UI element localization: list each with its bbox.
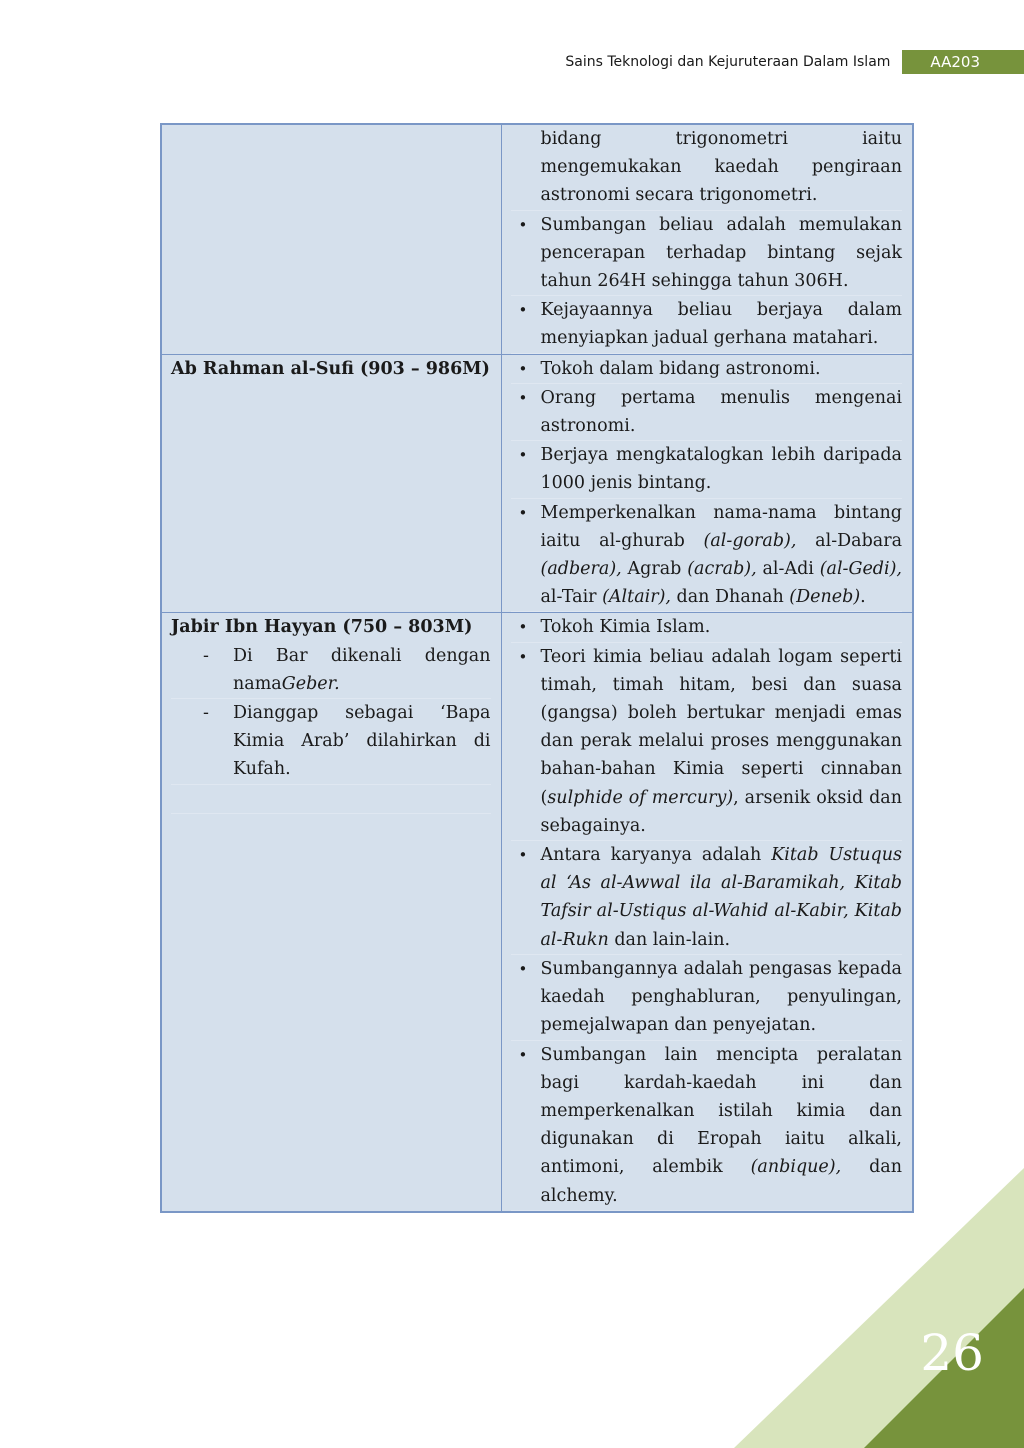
table-row xyxy=(161,354,913,613)
contribution-cell xyxy=(501,354,913,613)
sub-notes-list xyxy=(171,642,491,785)
list-item: • Memperkenalkan nama-nama bintang iaitu al-ghurab (al-gorab), al-Dabara (adbera), Agrab (acrab), al-Adi (al-Gedi), al-Tair (Altair), dan Dhanah (Deneb). xyxy=(511,499,903,613)
header-title: Sains Teknologi dan Kejuruteraan Dalam Islam xyxy=(565,54,891,70)
list-item: - Dianggap sebagai ‘Bapa Kimia Arab’ dilahirkan di Kufah. xyxy=(171,699,491,785)
scientists-table xyxy=(160,123,914,1213)
table-row xyxy=(161,124,913,354)
contribution-cell xyxy=(501,124,913,354)
list-item: - Di Bar dikenali dengan namaGeber. xyxy=(171,642,491,699)
contribution-list xyxy=(511,125,903,354)
list-item: bidang trigonometri iaitu mengemukakan kaedah pengiraan astronomi secara trigonometri. xyxy=(511,125,903,211)
list-item: • Kejayaannya beliau berjaya dalam menyiapkan jadual gerhana matahari. xyxy=(511,296,903,353)
scientist-name: Ab Rahman al-Sufi (903 – 986M) xyxy=(171,358,490,379)
list-item: • Antara karyanya adalah Kitab Ustuqus al ‘As al-Awwal ila al-Baramikah, Kitab Tafsir al-Ustiqus al-Wahid al-Kabir, Kitab al-Rukn dan lain-lain. xyxy=(511,841,903,955)
name-cell xyxy=(161,354,501,613)
name-cell xyxy=(161,124,501,354)
contribution-list xyxy=(511,613,903,1210)
corner-decoration xyxy=(734,1168,1024,1448)
empty-line xyxy=(171,785,491,814)
list-item: • Sumbangan beliau adalah memulakan pencerapan terhadap bintang sejak tahun 264H sehingga tahun 306H. xyxy=(511,211,903,297)
name-cell xyxy=(161,613,501,1212)
list-item: • Sumbangannya adalah pengasas kepada kaedah penghabluran, penyulingan, pemejalwapan dan penyejatan. xyxy=(511,955,903,1041)
contribution-cell xyxy=(501,613,913,1212)
list-item: • Teori kimia beliau adalah logam seperti timah, timah hitam, besi dan suasa (gangsa) boleh bertukar menjadi emas dan perak melalui proses menggunakan bahan-bahan Kimia seperti cinnaban (sulphide of mercury), arsenik oksid dan sebagainya. xyxy=(511,643,903,841)
list-item: • Berjaya mengkatalogkan lebih daripada 1000 jenis bintang. xyxy=(511,441,903,498)
list-item: • Orang pertama menulis mengenai astronomi. xyxy=(511,384,903,441)
table-row xyxy=(161,613,913,1212)
list-item: • Tokoh dalam bidang astronomi. xyxy=(511,355,903,384)
scientist-name: Jabir Ibn Hayyan (750 – 803M) xyxy=(171,617,473,638)
page-header xyxy=(565,50,1024,74)
list-item: • Sumbangan lain mencipta peralatan bagi kardah-kaedah ini dan memperkenalkan istilah kimia dan digunakan di Eropah iaitu alkali, antimoni, alembik (anbique), dan alchemy. xyxy=(511,1041,903,1211)
list-item: • Tokoh Kimia Islam. xyxy=(511,613,903,642)
contribution-list xyxy=(511,355,903,613)
course-code-badge: AA203 xyxy=(902,50,1024,74)
page-number: 26 xyxy=(920,1324,984,1382)
